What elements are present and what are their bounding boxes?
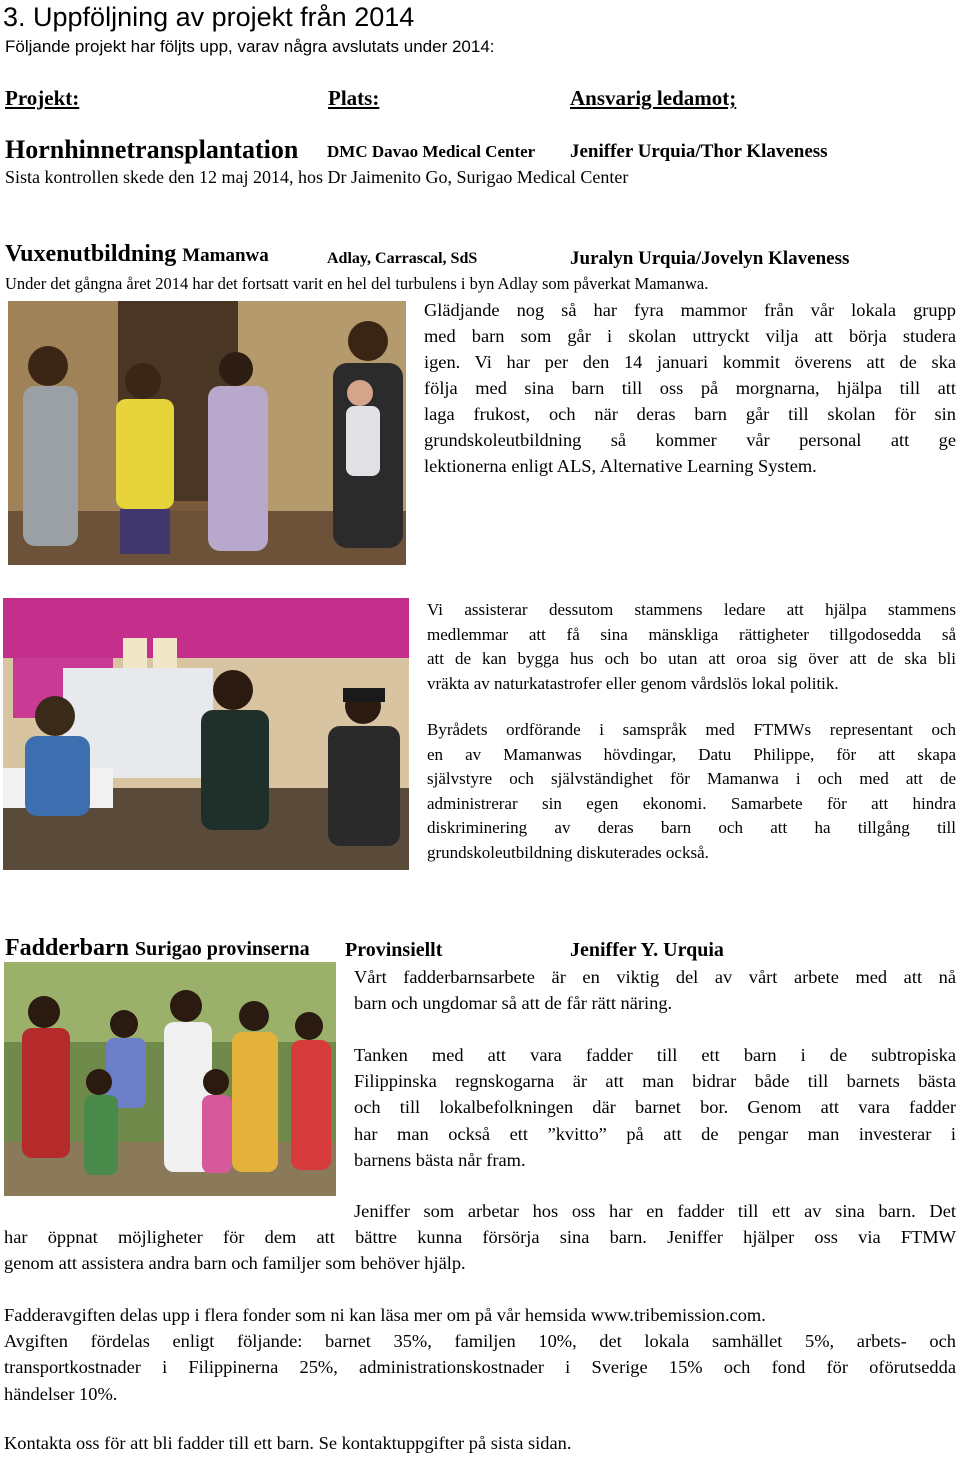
section-title: 3. Uppföljning av projekt från 2014	[3, 2, 415, 32]
project-name-sponsorship	[5, 935, 310, 962]
paragraph-line: administrerar sin egen ekonomi. Samarbete för att hindra	[427, 793, 956, 813]
paragraph-line: Filippinska regnskogarna är att man bidrar både till barnets bästa	[354, 1071, 956, 1092]
photo-office-meeting	[3, 598, 409, 870]
paragraph-line: har öppnat möjligheter för dem att bättre kunna försörja sina barn. Jeniffer hjälper oss via FTMW	[4, 1227, 956, 1247]
adult-education-paragraph	[424, 297, 956, 479]
paragraph-line: grundskoleutbildning diskuterades också.	[427, 842, 709, 862]
paragraph-line: och till lokalbefolkningen där barnet bor. Genom att vara fadder	[354, 1097, 956, 1118]
project-responsible-adult-education: Juralyn Urquia/Jovelyn Klaveness	[570, 248, 850, 269]
jeniffer-paragraph	[4, 1224, 956, 1276]
paragraph-line: Vårt fadderbarnsarbete är en viktig del av vårt arbete med att nå	[354, 967, 956, 987]
sponsorship-idea-paragraph	[354, 1042, 956, 1173]
board-meeting-paragraph	[427, 718, 956, 865]
project-name-sponsorship-main: Fadderbarn	[5, 935, 130, 961]
paragraph-line: laga frukost, och när deras barn går till skolan för sin	[424, 404, 956, 424]
project-place-adult-education: Adlay, Carrascal, SdS	[327, 250, 478, 267]
paragraph-line: Tanken med att vara fadder till ett barn i de subtropiska	[354, 1045, 956, 1065]
project-note-cornea: Sista kontrollen skede den 12 maj 2014, hos Dr Jaimenito Go, Surigao Medical Center	[5, 167, 629, 187]
paragraph-line: Byrådets ordförande i samspråk med FTMWs representant och	[427, 720, 956, 739]
paragraph-line: Avgiften fördelas enligt följande: barnet 35%, familjen 10%, det lokala samhället 5%, arbets- och	[4, 1331, 956, 1352]
project-responsible-cornea: Jeniffer Urquia/Thor Klaveness	[570, 141, 828, 162]
paragraph-line: självstyre och självständighet för Mamanwa i och med att de	[427, 769, 956, 788]
paragraph-line: Glädjande nog så har fyra mammor från vår lokala grupp	[424, 300, 956, 320]
project-note-adult-education: Under det gångna året 2014 har det fortsatt varit en hel del turbulens i byn Adlay som påverkat Mamanwa.	[5, 274, 709, 293]
project-place-cornea: DMC Davao Medical Center	[327, 142, 536, 161]
project-name-adult-education	[5, 241, 269, 268]
contact-line: Kontakta oss för att bli fadder till ett barn. Se kontaktuppgifter på sista sidan.	[4, 1433, 572, 1453]
project-responsible-sponsorship: Jeniffer Y. Urquia	[570, 939, 724, 961]
jeniffer-paragraph-first-line	[354, 1198, 956, 1224]
paragraph-line: att de kan bygga hus och bo utan att oroa sig över att de ska bli	[427, 649, 956, 668]
paragraph-line: diskriminering av deras barn och att ha tillgång till	[427, 818, 956, 837]
project-place-sponsorship: Provinsiellt	[345, 939, 443, 961]
project-name-adult-education-suffix: Mamanwa	[182, 245, 269, 266]
project-name-sponsorship-suffix: Surigao provinserna	[135, 938, 310, 960]
project-name-cornea: Hornhinnetransplantation	[5, 135, 299, 164]
paragraph-line: följa med sina barn till oss på morgnarna, hjälpa till att	[424, 378, 956, 398]
project-name-adult-education-main: Vuxenutbildning	[5, 241, 177, 267]
paragraph-line: Vi assisterar dessutom stammens ledare att hjälpa stammens	[427, 600, 956, 619]
photo-mothers-group	[8, 301, 406, 565]
rights-paragraph	[427, 598, 956, 696]
paragraph-line: med barn som går i skolan uttryckt vilja att börja studera	[424, 326, 956, 346]
paragraph-line: barn och ungdomar så att de får rätt näring.	[354, 993, 673, 1013]
paragraph-line: transportkostnader i Filippinerna 25%, administrationskostnader i Sverige 15% och fond för oförutsedda	[4, 1357, 956, 1378]
paragraph-line: en av Mamanwas hövdingar, Datu Philippe, för att skapa	[427, 744, 956, 764]
paragraph-line: händelser 10%.	[4, 1383, 118, 1404]
fee-paragraph	[4, 1302, 956, 1407]
paragraph-line: lektionerna enligt ALS, Alternative Learning System.	[424, 456, 817, 476]
paragraph-line: igen. Vi har per den 14 januari kommit överens att de ska	[424, 352, 956, 372]
paragraph-line: medlemmar att få sina mänskliga rättigheter tillgodosedda så	[427, 624, 956, 644]
photo-sponsor-family	[4, 962, 336, 1196]
column-header-place: Plats:	[328, 86, 380, 110]
paragraph-line: barnens bästa når fram.	[354, 1149, 526, 1170]
sponsorship-intro-paragraph	[354, 964, 956, 1016]
paragraph-line: Fadderavgiften delas upp i flera fonder som ni kan läsa mer om på vår hemsida www.tribemission.com.	[4, 1305, 766, 1325]
section-intro: Följande projekt har följts upp, varav några avslutats under 2014:	[5, 37, 495, 56]
paragraph-line: Jeniffer som arbetar hos oss har en fadder till ett av sina barn. Det	[354, 1201, 956, 1221]
column-header-responsible: Ansvarig ledamot;	[570, 86, 737, 110]
paragraph-line: grundskoleutbildning så kommer vår personal att ge	[424, 430, 956, 450]
column-header-project: Projekt:	[5, 86, 80, 110]
paragraph-line: vräkta av naturkatastrofer eller genom vårdslös lokal politik.	[427, 673, 839, 693]
paragraph-line: genom att assistera andra barn och familjer som behöver hjälp.	[4, 1253, 466, 1273]
paragraph-line: har man också ett ”kvitto” på att de pengar man investerar i	[354, 1123, 956, 1144]
